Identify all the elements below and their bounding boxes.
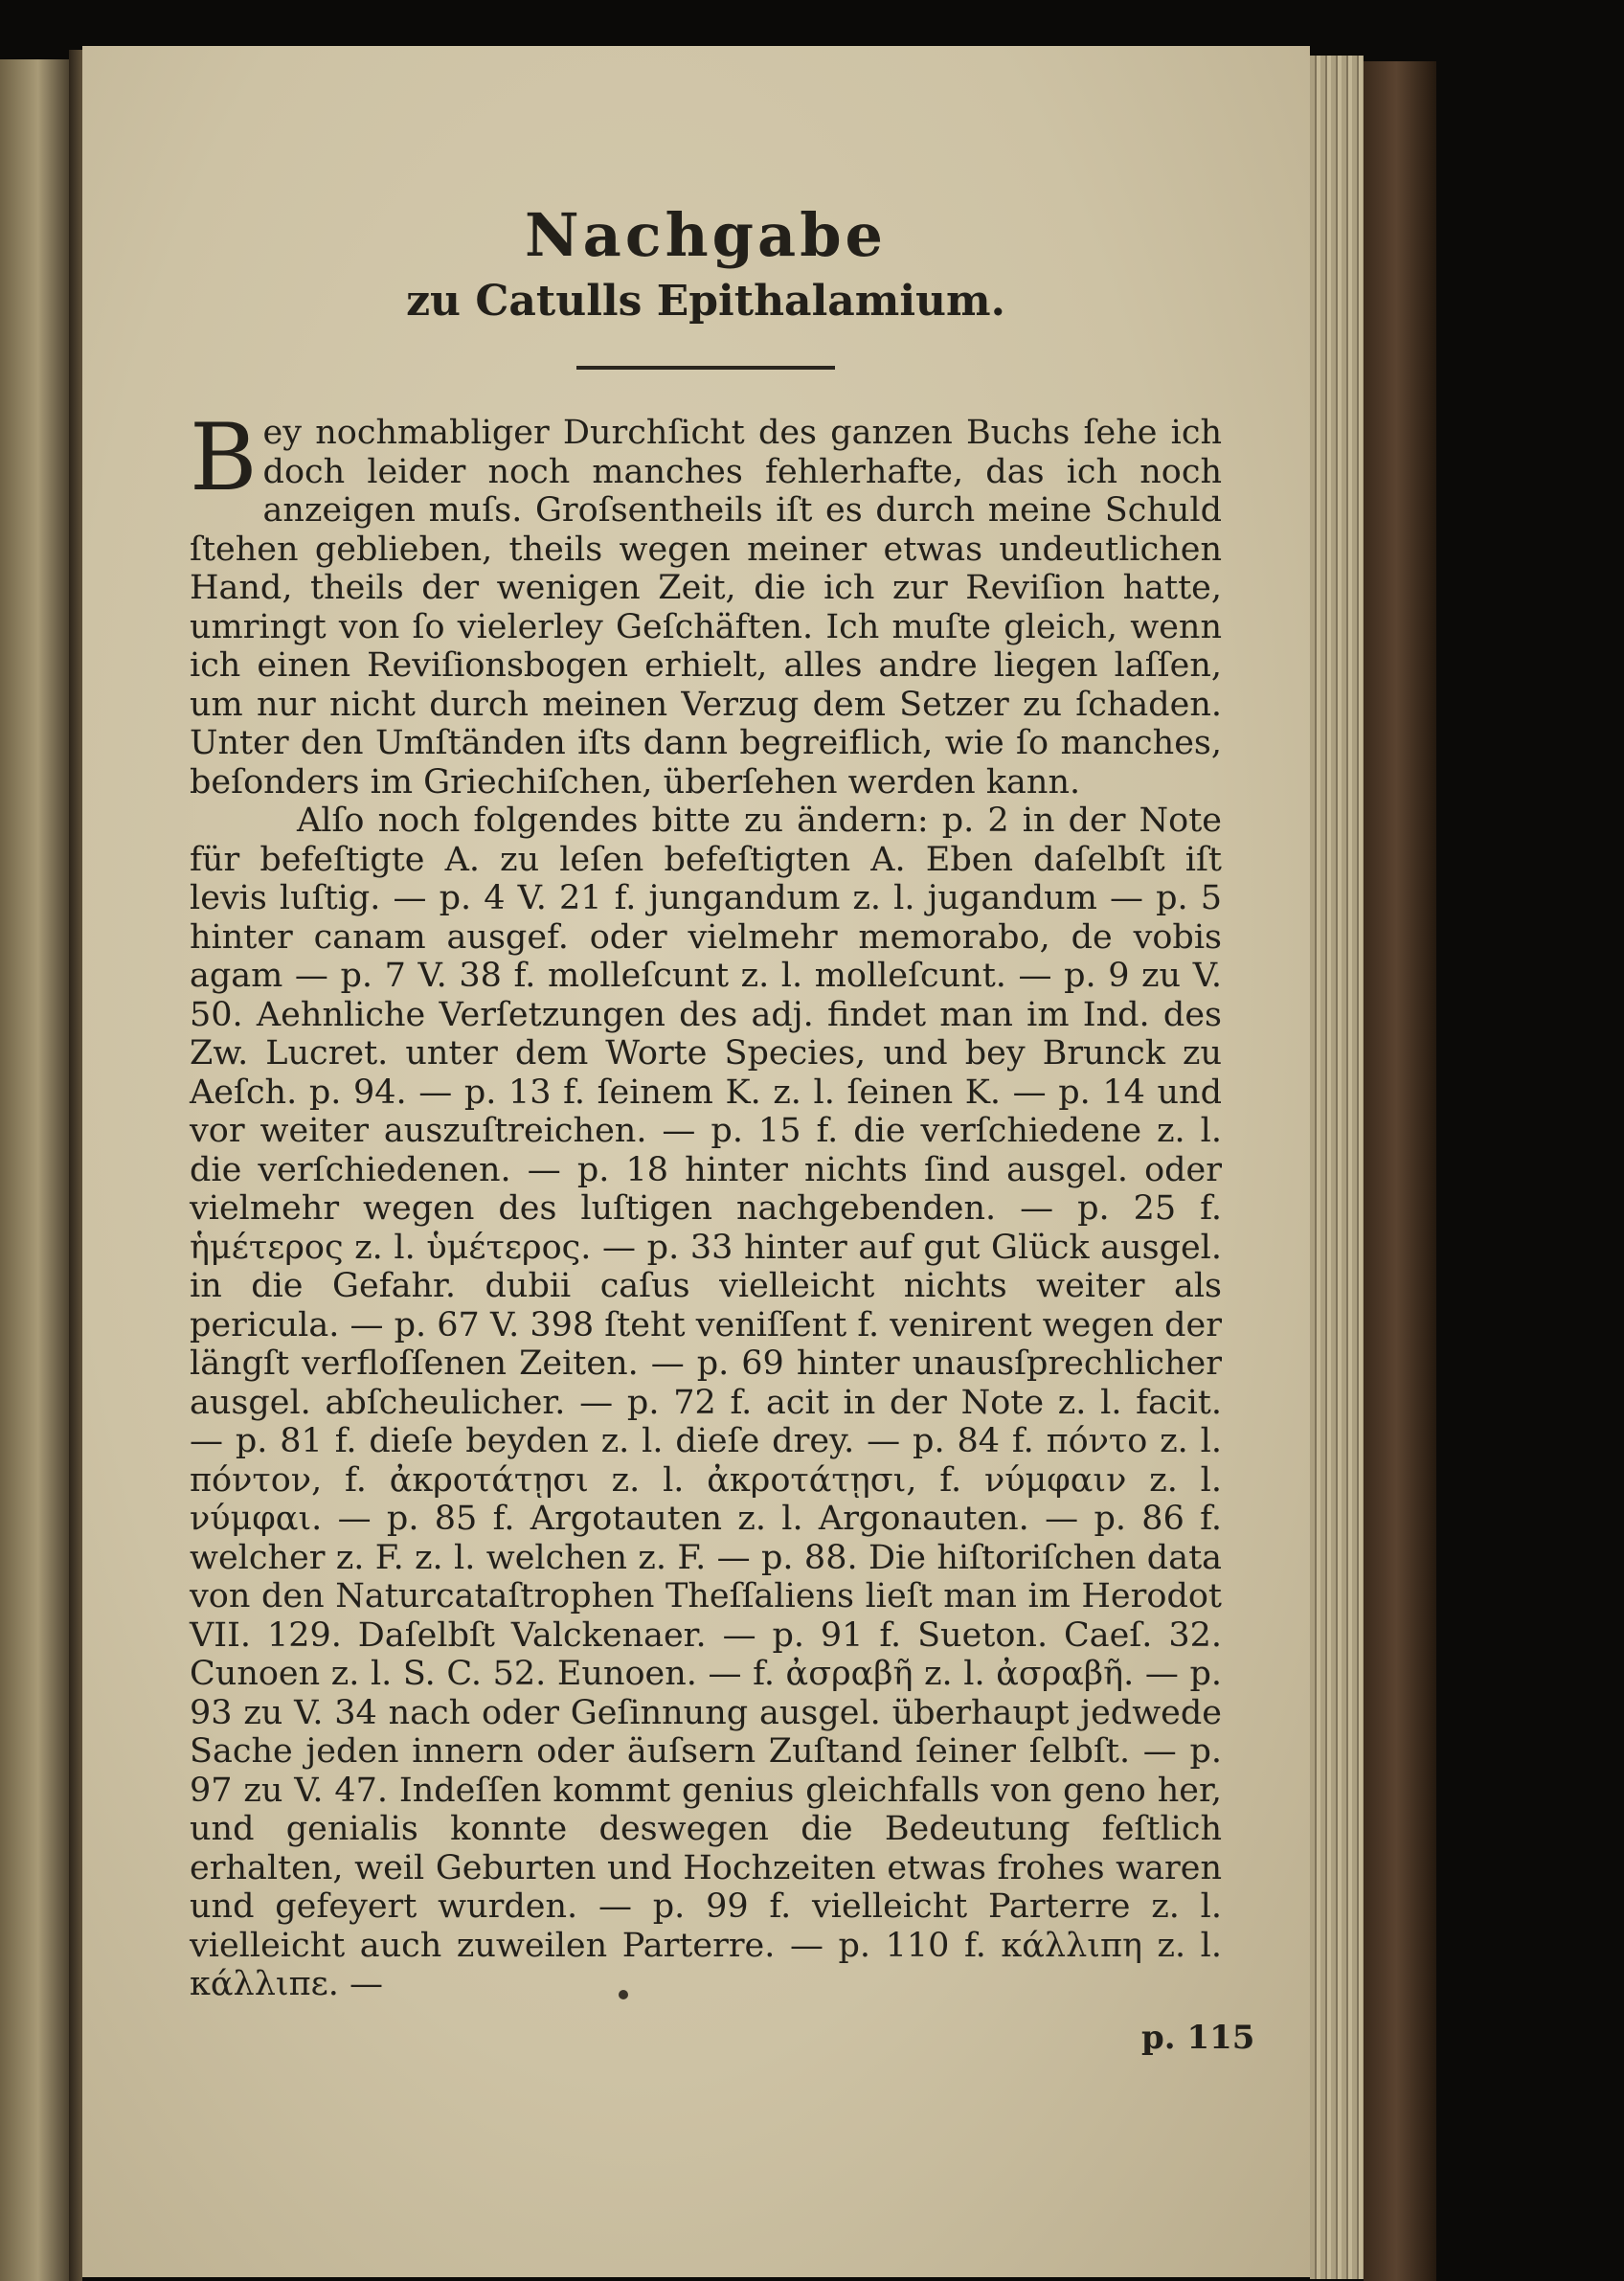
page-text-block	[190, 199, 1222, 2004]
ink-spot	[619, 1990, 628, 1999]
left-page-edge	[0, 59, 69, 2281]
catchword: p. 115	[1141, 2019, 1255, 2057]
paragraph-errata: Alſo noch folgendes bitte zu ändern: p. 2 in der Note für befeſtigte A. zu leſen befeſtigten A. Eben daſelbſt iſt levis luſtig. — p. 4 V. 21 f. jungandum z. l. jugandum — p. 5 hinter canam ausgef. oder vielmehr memorabo, de vobis agam — p. 7 V. 38 f. molleſcunt z. l. molleſcunt. — p. 9 zu V. 50. Aehnliche Verſetzungen des adj. findet man im Ind. des Zw. Lucret. unter dem Worte Species, und bey Brunck zu Aeſch. p. 94. — p. 13 f. ſeinem K. z. l. ſeinen K. — p. 14 und vor weiter auszuſtreichen. — p. 15 f. die verſchiedene z. l. die verſchiedenen. — p. 18 hinter nichts ſind ausgel. oder vielmehr wegen des luſtigen nachgebenden. — p. 25 f. ἡμέτερος z. l. ὑμέτερος. — p. 33 hinter auf gut Glück ausgel. in die Gefahr. dubii caſus vielleicht nichts weiter als pericula. — p. 67 V. 398 ſteht veniſſent f. venirent wegen der längſt verfloſſenen Zeiten. — p. 69 hinter unausſprechlicher ausgel. abſcheulicher. — p. 72 f. acit in der Note z. l. facit. — p. 81 f. dieſe beyden z. l. dieſe drey. — p. 84 f. πόντο z. l. πόντον, f. ἀκροτάτῃσι z. l. ἀκροτάτῃσι, f. νύμφαιν z. l. νύμφαι. — p. 85 f. Argotauten z. l. Argonauten. — p. 86 f. welcher z. F. z. l. welchen z. F. — p. 88. Die hiſtoriſchen data von den Naturcataſtrophen Theſſaliens lieſt man im Herodot VII. 129. Daſelbſt Valckenaer. — p. 91 f. Sueton. Caeſ. 32. Cunoen z. l. S. C. 52. Eunoen. — f. ἀσραβῆ z. l. ἀσραβῆ. — p. 93 zu V. 34 nach oder Geſinnung ausgel. überhaupt jedwede Sache jeden innern oder äuſsern Zuſtand ſeiner ſelbſt. — p. 97 zu V. 47. Indeſſen kommt genius gleichfalls von geno her, und genialis konnte deswegen die Bedeutung feſtlich erhalten, weil Geburten und Hochzeiten etwas frohes waren und gefeyert wurden. — p. 99 f. vielleicht Parterre z. l. vielleicht auch zuweilen Parterre. — p. 110 f. κάλλιπη z. l. κάλλιπε. —	[190, 802, 1222, 2003]
page-title: Nachgabe	[525, 200, 887, 270]
paragraph-intro: Bey nochmabliger Durchſicht des ganzen Buchs ſehe ich doch leider noch manches fehlerhafte, das ich noch anzeigen muſs. Groſsentheils iſt es durch meine Schuld ſtehen geblieben, theils wegen meiner etwas undeutlichen Hand, theils der wenigen Zeit, die ich zur Reviſion hatte, umringt von ſo vielerley Geſchäften. Ich muſte gleich, wenn ich einen Reviſionsbogen erhielt, alles andre liegen laſſen, um nur nicht durch meinen Verzug dem Setzer zu ſchaden. Unter den Umſtänden iſts dann begreiflich, wie ſo manches, beſonders im Griechiſchen, überſehen werden kann.	[190, 404, 1222, 802]
book-spine	[1364, 61, 1436, 2281]
page-edges	[1310, 56, 1364, 2279]
title-rule	[576, 366, 835, 370]
book-page	[82, 46, 1310, 2277]
page-subtitle: zu Catulls Epithalamium.	[406, 277, 1005, 326]
book-gutter	[69, 50, 82, 2281]
